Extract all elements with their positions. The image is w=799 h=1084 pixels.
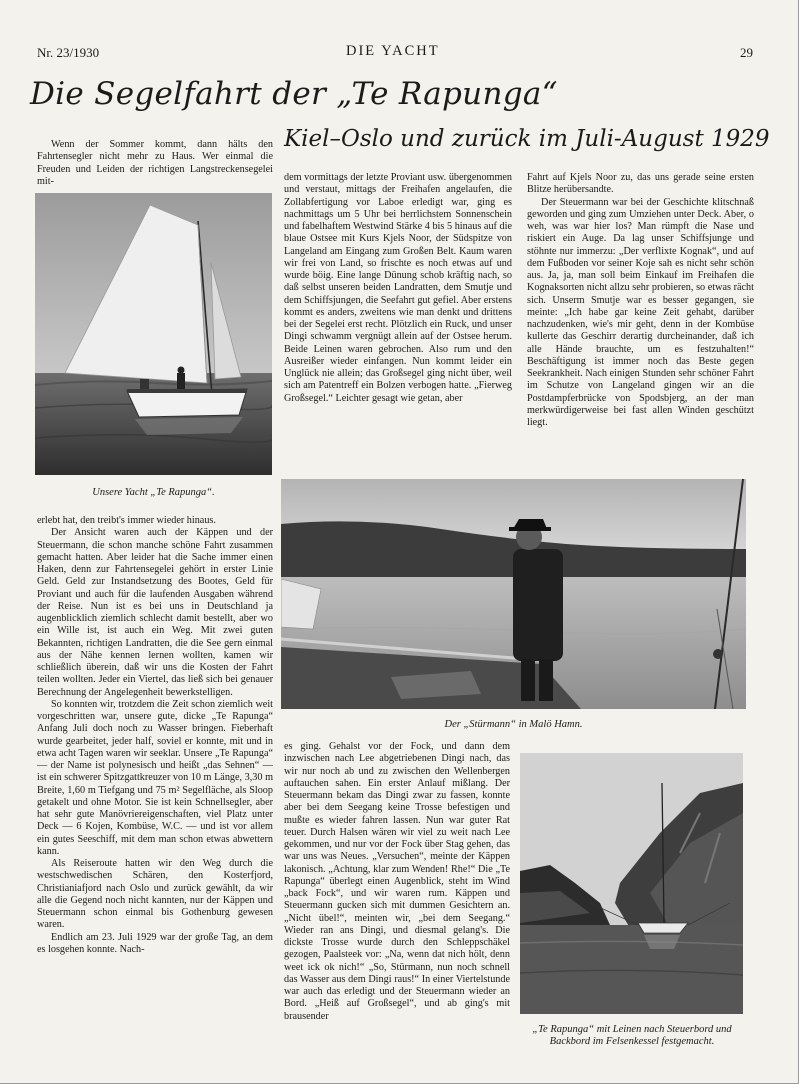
article-subtitle: Kiel–Oslo und zurück im Juli-August 1929 [284, 126, 770, 152]
paragraph: So konnten wir, trotzdem die Zeit schon ziemlich weit vorgeschritten war, unsere gute, dicke „Te Rapunga“ Anfang Juli doch noch zu Wasser bringen. Fieberhaft wurde gearbeitet, jeder half, soviel er konnte, mit und in etwa acht Tagen waren wir seeklar. Unsere „Te Rapunga“ — der Name ist polynesisch und heißt „das Sehnen“ — ist ein schwerer Spitzgattkreuzer von 10 m Länge, 3,30 m Breite, 1,60 m Tiefgang und 75 m² Segelfläche, als Sloop getakelt und ohne Motor. Sie ist kein Schnellsegler, aber hat sehr gute Manövriereigenschaften, viel Platz unter Deck — 6 Kojen, Kombüse, W.C. — und ist vor allem ein gutes Seeschiff, mit dem man schon etwas abwettern kann. [37, 698, 273, 857]
paragraph: es ging. Gehalst vor der Fock, und dann dem inzwischen nach Lee abgetriebenen Dingi nach, das wir nur noch ab und zu zwischen den Wellenbergen auftauchen sahen. Ein erster Anlauf mißlang. Der Steuermann bekam das Dingi zwar zu fassen, konnte aber bei dem Seegang keine Trosse befestigen und mußte es wieder fahren lassen. Nun war guter Rat teuer. Durch Halsen wären wir viel zu weit nach Lee gekommen, und nur vor der Fock über Stag gehen, das war uns was Neues. „Versuchen“, meinte der Käppen lakonisch. „Achtung, klar zum Wenden! Rhe!“ Die „Te Rapunga“ überlegt einen Augenblick, steht im Wind „back Fock“, und wir waren rum. Käppen und Steuermann gucken sich mit dummen Gesichtern an. „Nicht übel!“, meinten wir, „bei dem Seegang.“ Wieder ran ans Dingi, und diesmal gelang's. Die dickste Trosse wurde durch den Schleppschäkel gezogen, Paalsteek vor: „Na, wenn dat nich hölt, denn weet ick ok nich!“ „So, Stürmann, nun noch schnell das Wasser aus dem Dingi raus!“ In einer Viertelstunde war auch das erledigt und der Steuermann wieder an Bord. „Heiß auf Großsegel“, und ab ging's mit brausender [284, 741, 510, 1022]
paragraph: Der Ansicht waren auch der Käppen und der Steuermann, die schon manche schöne Fahrt zusammen gemacht hatten. Aber leider hat die Sache immer einen Haken, denn zur Fahrtensegelei gehört in erster Linie Geld. Geld zur Instandsetzung des Bootes, Geld für Proviant und auch für die laufenden Ausgaben während der Reise. Nun ist es bei uns in Deutschland ja augenblicklich ziemlich schlecht damit bestellt, aber wo ein Wille ist, ist auch ein Weg. Mit zwei guten Bekannten, richtigen Landratten, die die See gern einmal aus der Nähe kennen lernen wollten, kamen wir schließlich überein, daß wir uns die Kosten der Fahrt teilen wollten. Jeder ein Viertel, das ließ sich bei genauer Berechnung der Angelegenheit bewerkstelligen. [37, 527, 273, 698]
col2-top-text [284, 172, 512, 470]
paragraph: Wenn der Sommer kommt, dann hälts den Fahrtensegler nicht mehr zu Haus. Wer einmal die Freuden und Leiden der richtigen Langstreckensegelei mit- [37, 139, 273, 187]
magazine-name: DIE YACHT [346, 43, 440, 59]
col2-bottom-text [284, 741, 510, 1063]
fjord-photo [520, 753, 743, 1014]
col1-bottom-text [37, 515, 273, 1063]
issue-number: Nr. 23/1930 [37, 45, 100, 60]
article-title: Die Segelfahrt der „Te Rapunga“ [30, 76, 558, 112]
stuermann-photo-caption: Der „Stürmann“ in Malö Hamn. [444, 719, 583, 730]
paragraph: Endlich am 23. Juli 1929 war der große Tag, an dem es losgehen konnte. Nach- [37, 931, 273, 955]
paragraph: Der Steuermann war bei der Geschichte klitschnaß geworden und ging zum Umziehen unter Deck. Aber, o weh, was war hier los? Man rümpft die Nase und riskiert ein Auge. Da lag unser Schiffsjunge und stöhnte nur immerzu: „Der verflixte Kognak“, und auf dem Fußboden vor seiner Koje sah es nicht sehr schön aus. Ja, ja, man soll beim Einkauf im Freihafen die Kognaksorten nicht allzu sehr probieren, so etwas rächt sich. Unserm Smutje war es besser gegangen, sie meinte: „Ich habe gar keine Zeit gehabt, darüber nachzudenken, wie's mir geht, denn in der Kombüse kullerte das Geschirr derartig durcheinander, daß ich alle Hände brauchte, um es festzuhalten!“ Beschäftigung ist immer noch das Beste gegen Seekrankheit. Nach einigen Stunden sehr schöner Fahrt im Schutze von Langeland gingen wir an die Postdampferbrücke von Spodsbjerg, an der man merkwürdigerweise bei fast allen Winden geschützt liegt. [527, 196, 754, 428]
col1-top-text [37, 139, 273, 189]
stuermann-photo [281, 479, 746, 709]
paragraph: Fahrt auf Kjels Noor zu, das uns gerade seine ersten Blitze herübersandte. [527, 172, 754, 196]
paragraph: Als Reiseroute hatten wir den Weg durch die westschwedischen Schären, den Kosterfjord, Christianiafjord nach Oslo und zurück gewählt, da wir alle die Gegend noch nicht kannten, nur der Käppen und Steuermann schon einmal bis Gothenburg gewesen waren. [37, 858, 273, 931]
fjord-photo-caption: „Te Rapunga“ mit Leinen nach Steuerbord und Backbord im Felsenkessel festgemacht. [532, 1024, 732, 1047]
yacht-photo-caption: Unsere Yacht „Te Rapunga“. [92, 487, 215, 498]
paragraph: dem vormittags der letzte Proviant usw. übergenommen und verstaut, mittags der Freihafen angelaufen, die Zollabfertigung vor Laboe erledigt war, ging es nachmittags um 5 Uhr bei herrlichstem Sonnenschein und fabelhaftem Westwind Stärke 4 bis 5 hinaus auf die blaue Ostsee mit Kurs Kjels Noor, der Südspitze von Langeland am Eingang zum Großen Belt. Kaum waren wir frei von Land, so frischte es noch etwas auf und wurde böig. Eine lange Dünung schob kräftig nach, so daß selbst unseren beiden Landratten, dem Smutje und dem Schiffsjungen, die Seefahrt gut gefiel. Aber erstens kommt es anders, zweitens wie man denkt und drittens bei der Segelei erst recht. Plötzlich ein Ruck, und unser Dingi schwamm vergnügt allein auf der Ostsee herum. Beide Leinen waren gebrochen. Also rum und den Ausreißer wieder einfangen. Nun kommt leider ein Unglück nie allein; das Großsegel ging nicht über, weil sich am Patentreff ein Bolzen verbogen hatte. „Fierweg Großsegel.“ Leichter gesagt wie getan, aber [284, 172, 512, 404]
yacht-photo [35, 193, 272, 475]
col3-top-text [527, 172, 754, 470]
page-number: 29 [740, 45, 753, 60]
paragraph: erlebt hat, den treibt's immer wieder hinaus. [37, 515, 216, 526]
